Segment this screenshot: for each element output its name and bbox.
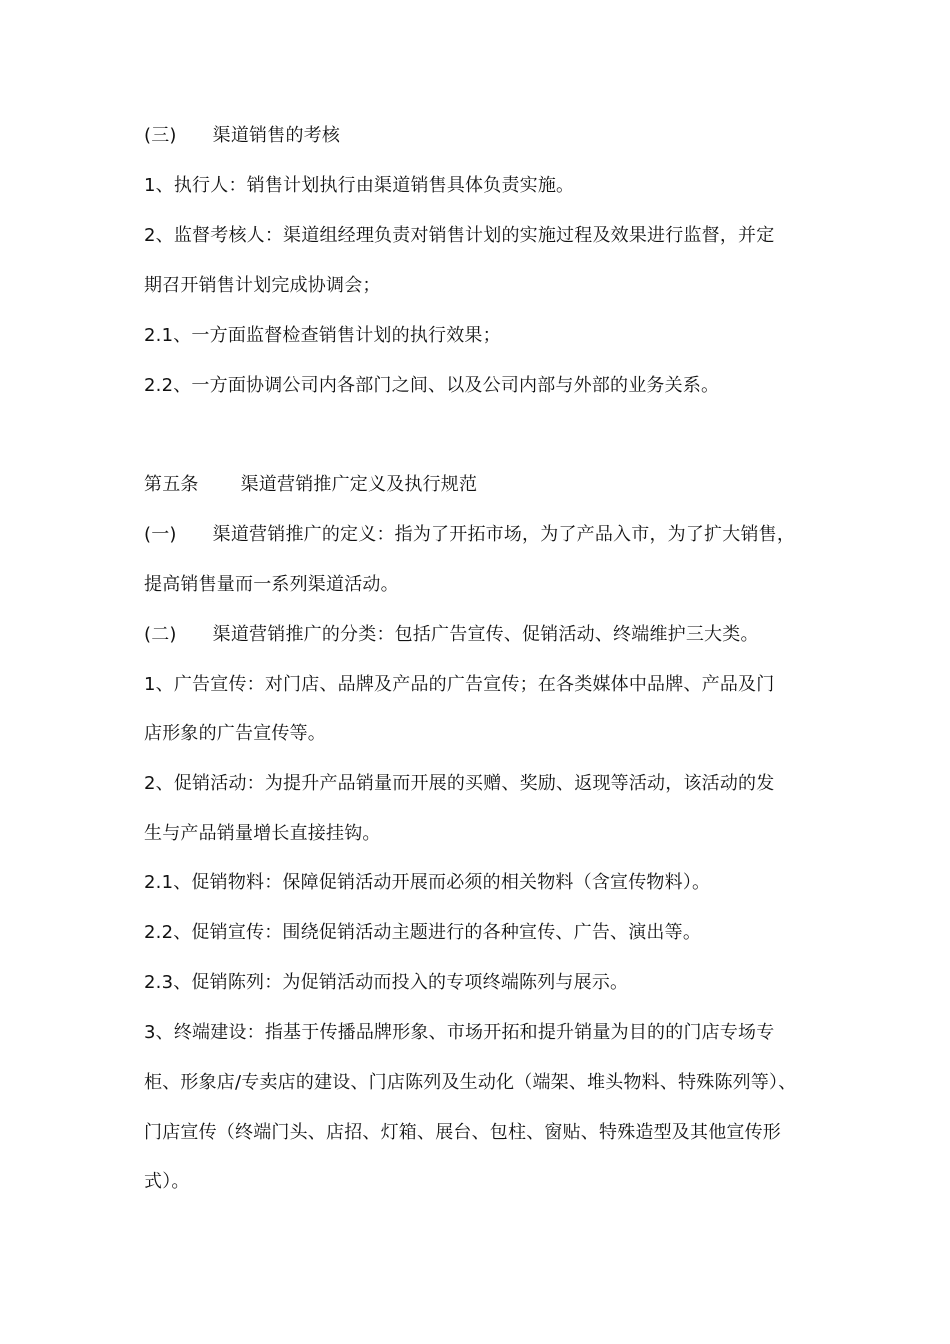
a5-definition-line-1 [144,523,795,547]
section-3-number: (三) [144,125,177,146]
a5-definition-number: (一) [144,524,177,545]
s3-item-2-1: 2.1、一方面监督检查销售计划的执行效果； [144,325,501,346]
a5-item-2-2: 2.2、促销宣传：围绕促销活动主题进行的各种宣传、广告、演出等。 [144,922,702,943]
a5-item-3-line-4: 式）。 [144,1171,190,1192]
a5-item-2-1: 2.1、促销物料：保障促销活动开展而必须的相关物料（含宣传物料）。 [144,872,711,893]
a5-category-number: (二) [144,624,177,645]
section-3-title: 渠道销售的考核 [212,125,341,146]
article-5-heading [144,473,477,497]
a5-item-2-3: 2.3、促销陈列：为促销活动而投入的专项终端陈列与展示。 [144,972,629,993]
a5-category-heading [144,623,759,647]
a5-item-2-line-1: 2、促销活动：为提升产品销量而开展的买赠、奖励、返现等活动，该活动的发 [144,773,775,794]
section-3-heading [144,124,340,148]
a5-item-2-line-2: 生与产品销量增长直接挂钩。 [144,823,381,844]
a5-item-1-line-1: 1、广告宣传：对门店、品牌及产品的广告宣传；在各类媒体中品牌、产品及门 [144,674,775,695]
a5-item-3-line-1: 3、终端建设：指基于传播品牌形象、市场开拓和提升销量为目的的门店专场专 [144,1022,775,1043]
article-5-number: 第五条 [144,474,199,495]
s3-item-2-2: 2.2、一方面协调公司内各部门之间、以及公司内部与外部的业务关系。 [144,375,720,396]
a5-item-3-line-2: 柜、形象店/专卖店的建设、门店陈列及生动化（端架、堆头物料、特殊陈列等）、 [144,1072,797,1093]
article-5-title: 渠道营销推广定义及执行规范 [240,474,478,495]
a5-item-1-line-2: 店形象的广告宣传等。 [144,723,326,744]
a5-item-3-line-3: 门店宣传（终端门头、店招、灯箱、展台、包柱、窗贴、特殊造型及其他宣传形 [144,1122,781,1143]
s3-item-2-line-2: 期召开销售计划完成协调会； [144,275,381,296]
a5-definition-line-2: 提高销售量而一系列渠道活动。 [144,574,399,595]
a5-category-text: 渠道营销推广的分类：包括广告宣传、促销活动、终端维护三大类。 [212,624,759,645]
s3-item-1: 1、执行人：销售计划执行由渠道销售具体负责实施。 [144,175,575,196]
s3-item-2-line-1: 2、监督考核人：渠道组经理负责对销售计划的实施过程及效果进行监督，并定 [144,225,775,246]
a5-definition-text: 渠道营销推广的定义：指为了开拓市场，为了产品入市，为了扩大销售， [212,524,796,545]
